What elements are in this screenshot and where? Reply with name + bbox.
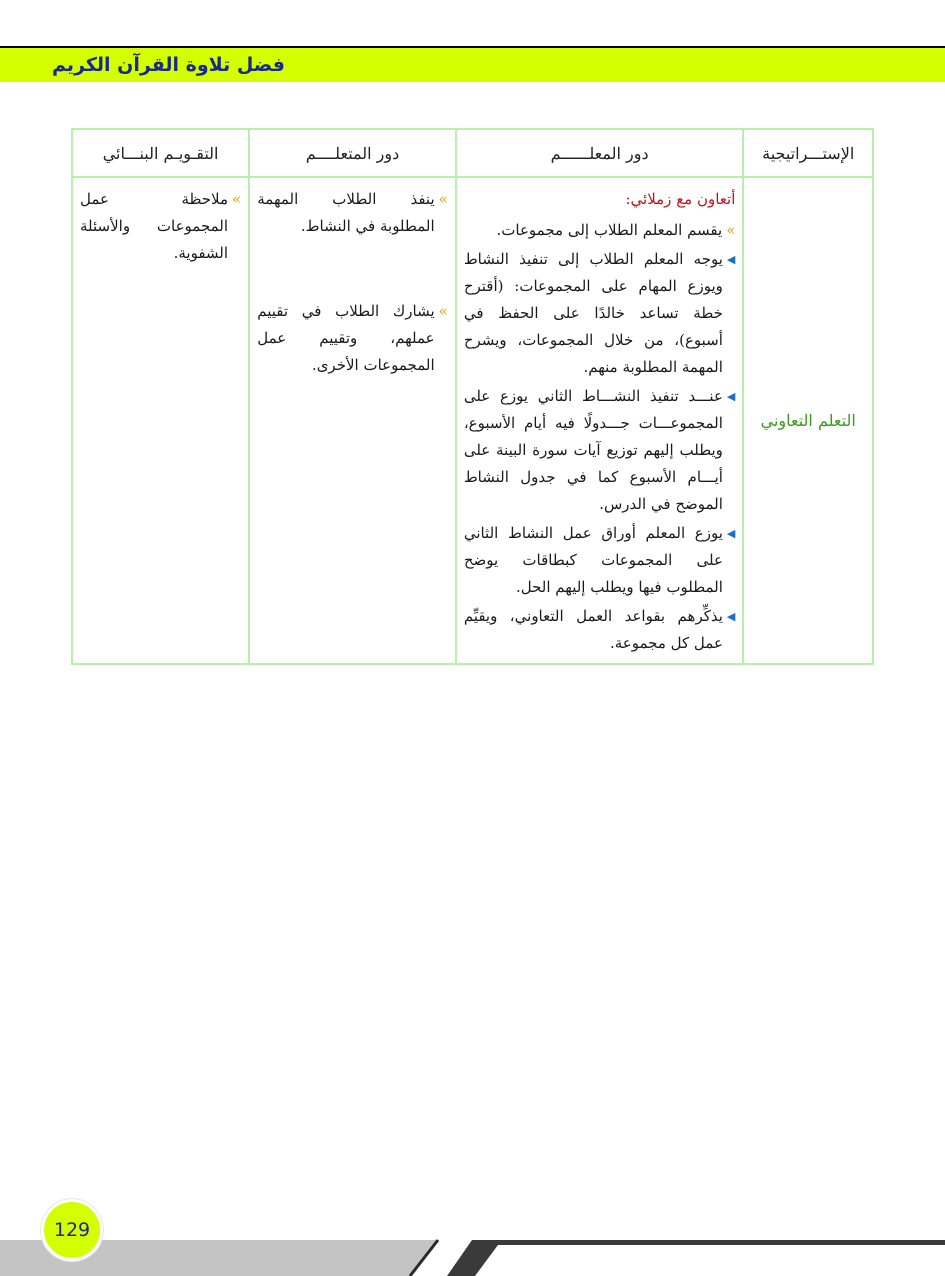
teacher-bullet [464,603,736,657]
student-item-text: يشارك الطلاب في تقييم عملهم، وتقييم عمل المجموعات الأخرى. [257,302,435,374]
page-number-badge [41,1199,103,1261]
header-evaluation: التقـويـم البنـــائي [72,129,249,177]
strategy-cell [743,177,873,664]
blue-triangle-bullet-icon: ◀ [726,610,736,623]
double-angle-marker-icon: » [438,302,448,320]
blue-triangle-bullet-icon: ◀ [726,253,736,266]
evaluation-item [80,186,241,267]
table-row [72,177,873,664]
spacer [257,240,448,298]
header-teacher-role: دور المعلــــــم [456,129,744,177]
teacher-bullet-text: يوزع المعلم أوراق عمل النشاط الثاني على المجموعات كبطاقات يوضح المطلوب فيها ويطلب إليهم الحل. [463,524,723,596]
teacher-bullet-text: عنـــد تنفيذ النشـــاط الثاني يوزع على المجموعـــات جـــدولًا فيه أيام الأسبوع، ويطلب إليهم توزيع آيات سورة البينة على أيـــام الأسبوع كما في جدول النشاط الموضح في الدرس. [463,387,723,513]
blue-triangle-bullet-icon: ◀ [726,390,736,403]
teacher-intro-item [464,217,736,244]
footer-dark-stripe [447,1240,945,1276]
double-angle-marker-icon: » [232,190,242,208]
teacher-role-cell [456,177,744,664]
strategy-name: التعلم التعاوني [760,411,856,430]
footer-decoration [0,1236,945,1276]
teacher-subheading: أتعاون مع زملائي: [625,190,736,208]
evaluation-cell [72,177,249,664]
student-item [257,186,448,240]
chapter-title: فضل تلاوة القرآن الكريم [52,54,285,76]
teacher-intro-text: يقسم المعلم الطلاب إلى مجموعات. [496,221,723,239]
teacher-bullet [464,246,736,381]
teacher-bullet-text: يوجه المعلم الطلاب إلى تنفيذ النشاط ويوزع المهام على المجموعات: (أقترح خطة تساعد خالدًا على الحفظ في أسبوع)، من خلال المجموعات، ويشرح المهمة المطلوبة منهم. [463,250,723,376]
teacher-bullet-text: يذكِّرهم بقواعد العمل التعاوني، ويقيِّم عمل كل مجموعة. [463,607,723,652]
evaluation-item-text: ملاحظة عمل المجموعات والأسئلة الشفوية. [80,190,229,262]
lesson-strategy-table [71,128,874,665]
table-header-row [72,129,873,177]
header-student-role: دور المتعلــــم [249,129,456,177]
chapter-banner [0,48,945,82]
double-angle-marker-icon: » [438,190,448,208]
teacher-bullet [464,520,736,601]
teacher-bullet [464,383,736,518]
student-item [257,298,448,379]
student-role-cell [249,177,456,664]
page-number: 129 [53,1219,91,1241]
blue-triangle-bullet-icon: ◀ [726,527,736,540]
header-strategy: الإستـــراتيجية [743,129,873,177]
double-angle-marker-icon: » [726,221,736,239]
student-item-text: ينفذ الطلاب المهمة المطلوبة في النشاط. [257,190,435,235]
